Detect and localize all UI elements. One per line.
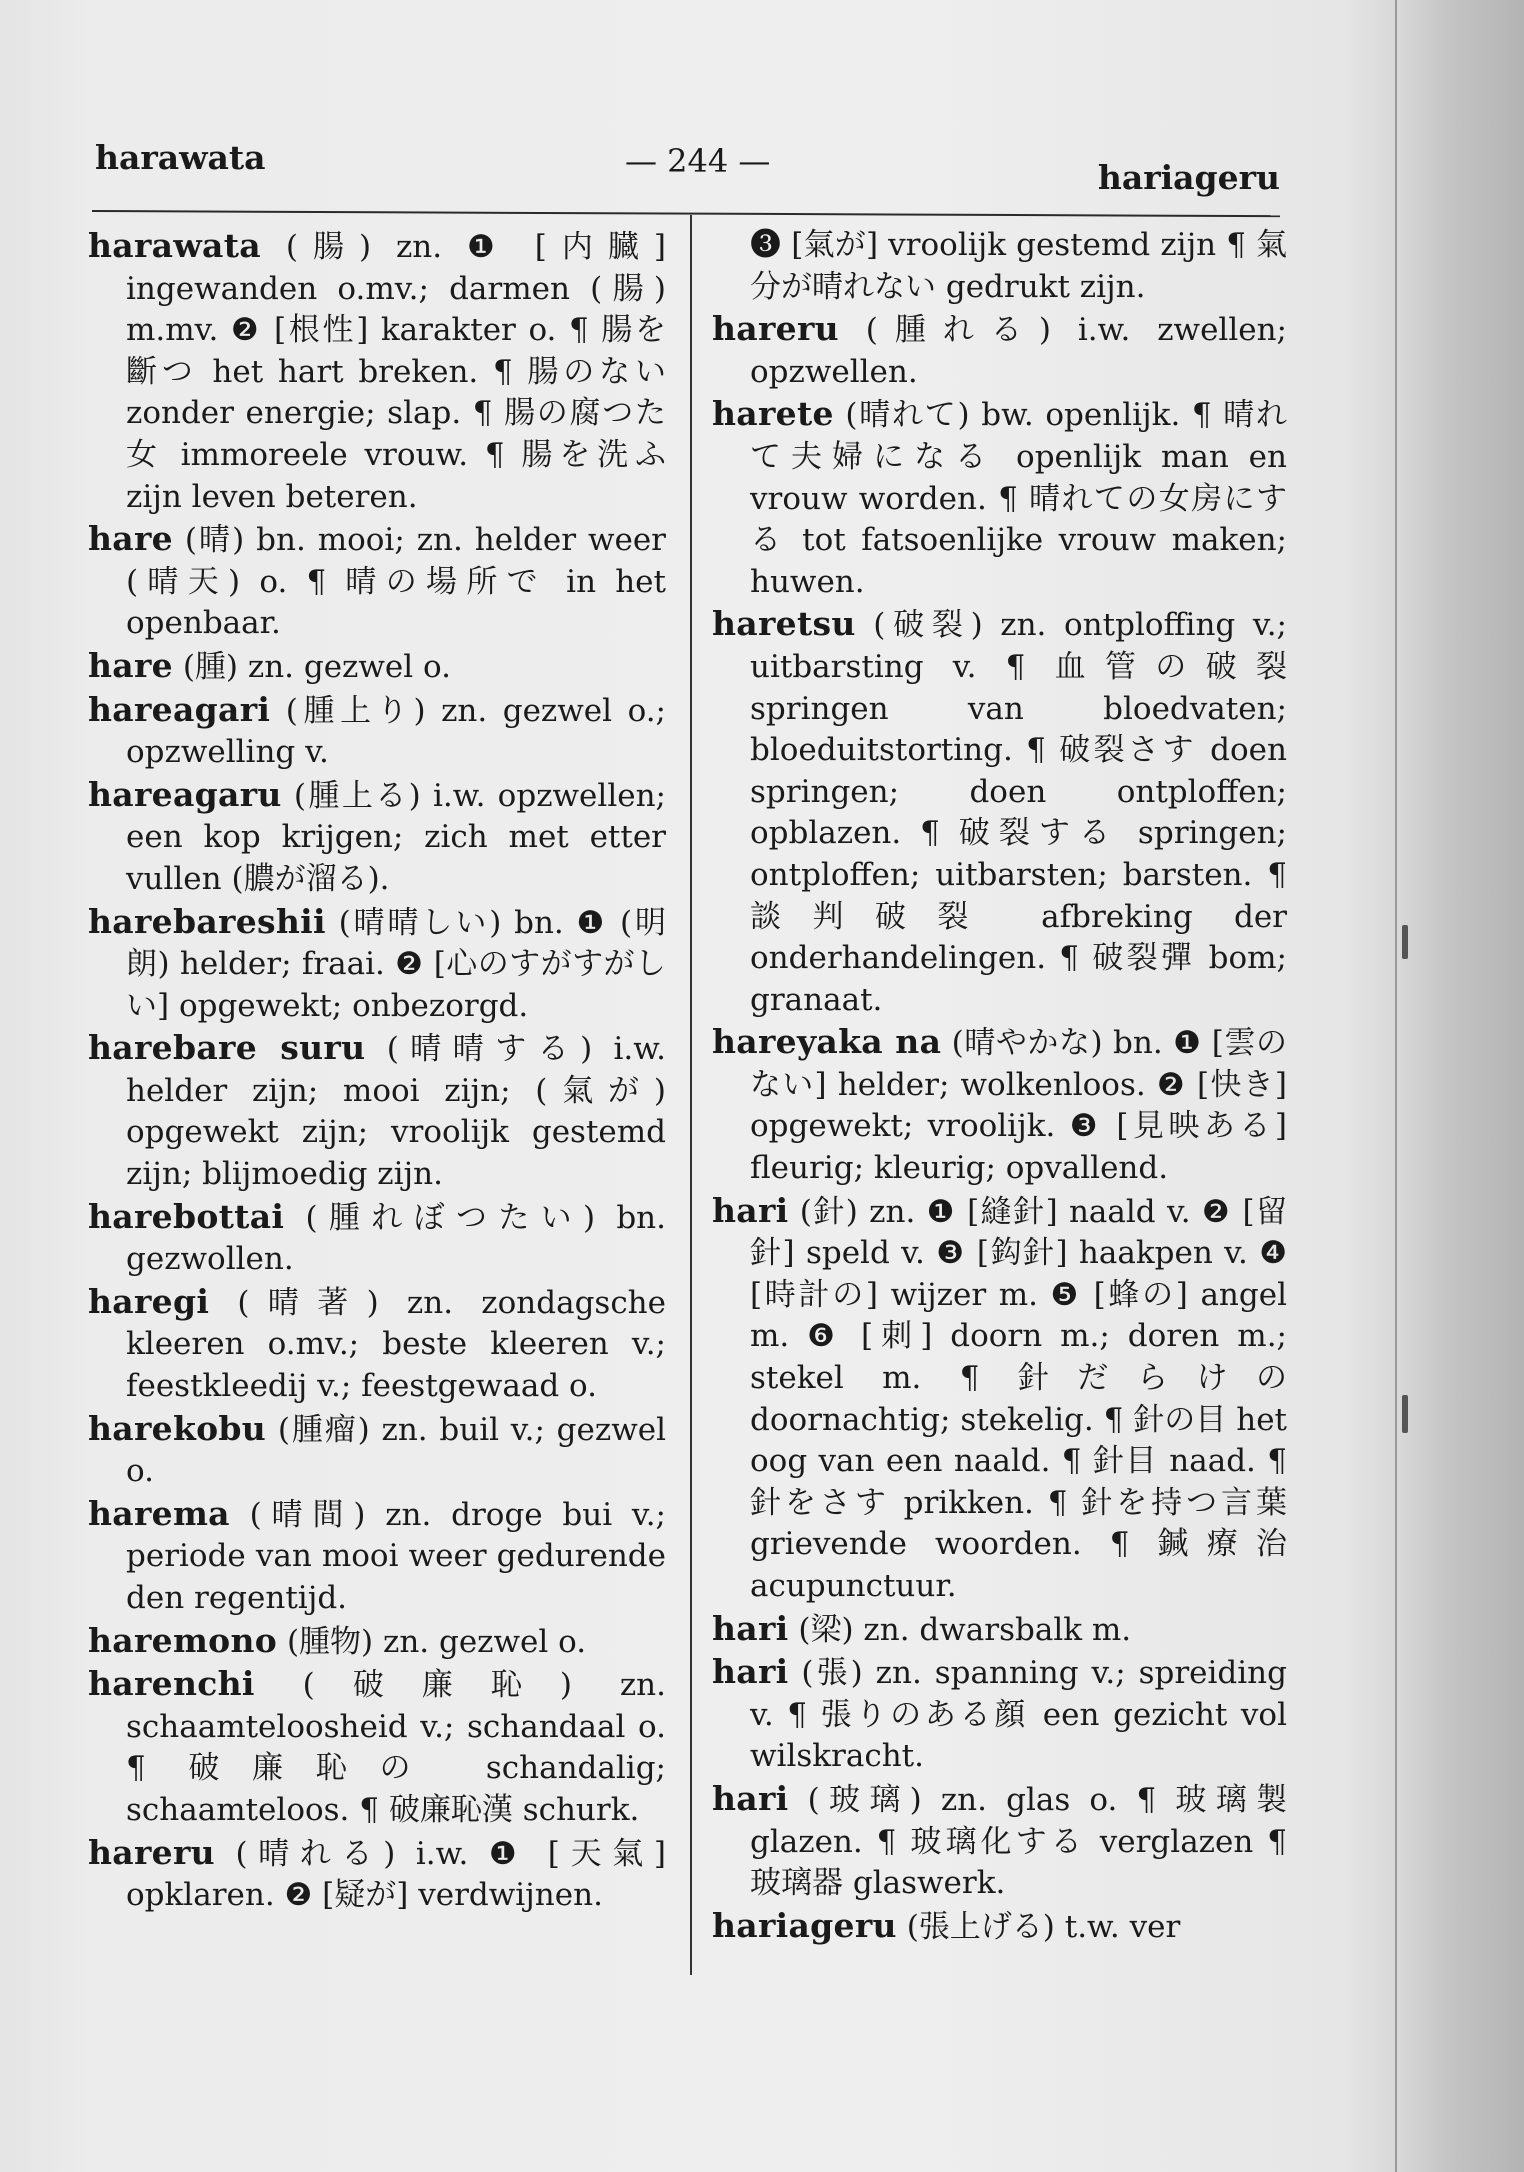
entry-definition: (晴著) zn. zondagsche kleeren o.mv.; beste kleeren v.; feestkleedij v.; feestgewaad o. (126, 1284, 666, 1405)
entry-definition: (腫れぼつたい) bn. gezwollen. (126, 1199, 666, 1278)
entry-headword: haremono (88, 1620, 278, 1660)
dictionary-entry (88, 225, 666, 518)
entry-headword: hare (88, 645, 173, 685)
entry-headword: harebare suru (88, 1028, 366, 1068)
entry-headword: harete (712, 394, 834, 434)
dictionary-entry (88, 1620, 666, 1664)
entry-definition: (梁) zn. dwarsbalk m. (788, 1611, 1132, 1648)
dictionary-entry (712, 1021, 1287, 1189)
entry-definition: (晴れる) i.w. ❶ [天氣] opklaren. ❷ [疑が] verdwijnen. (126, 1835, 666, 1914)
dictionary-entry (712, 1905, 1287, 1949)
page-number: — 244 — (625, 142, 771, 180)
entry-definition: (晴晴する) i.w. helder zijn; mooi zijn; (氣が) opgewekt zijn; vroolijk gestemd zijn; blijmoedig zijn. (126, 1031, 666, 1193)
entry-headword: hare (88, 519, 173, 559)
dictionary-entry (88, 645, 666, 689)
dictionary-entry (88, 1832, 666, 1917)
dictionary-entry (712, 1778, 1287, 1905)
entry-headword: hari (712, 1652, 789, 1692)
binding-stitch (1402, 925, 1408, 959)
entry-headword: hareyaka na (712, 1022, 942, 1062)
dictionary-entry (712, 1190, 1287, 1608)
entry-definition: (針) zn. ❶ [縫針] naald v. ❷ [留針] speld v. ❸ [鈎針] haakpen v. ❹ [時計の] wijzer m. ❺ [蜂の] angel m. ❻ [刺] doorn m.; doren m.; stekel m. ¶ 針だらけの doornachtig; stekelig. ¶ 針の目 het oog van een naald. ¶ 針目 naad. ¶ 針をさす prikken. ¶ 針を持つ言葉 grievende woorden. ¶ 鍼療治 acupunctuur. (750, 1193, 1287, 1604)
dictionary-entry (88, 774, 666, 901)
header-right-guideword: hariageru (1097, 158, 1280, 197)
entry-headword: harebareshii (88, 901, 326, 941)
dictionary-entry (712, 393, 1287, 603)
entry-definition: (玻璃) zn. glas o. ¶ 玻璃製 glazen. ¶ 玻璃化する verglazen ¶ 玻璃器 glaswerk. (750, 1781, 1287, 1902)
entry-definition: ❸ [氣が] vroolijk gestemd zijn ¶ 氣分が晴れない gedrukt zijn. (750, 227, 1287, 305)
entry-definition: (腫物) zn. gezwel o. (277, 1623, 587, 1660)
entry-definition: (晴間) zn. droge bui v.; periode van mooi weer gedurende den regentijd. (126, 1496, 666, 1616)
entry-definition: (破裂) zn. ontploffing v.; uitbarsting v. ¶ 血管の破裂 springen van bloedvaten; bloeduitstorting. ¶ 破裂さす doen springen; doen ontploffen; opblazen. ¶ 破裂する springen; ontploffen; uitbarsten; barsten. ¶ 談判破裂 afbreking der onderhandelingen. ¶ 破裂彈 bom; granaat. (750, 607, 1287, 1018)
dictionary-entry (88, 1027, 666, 1195)
entry-headword: hari (712, 1190, 789, 1230)
entry-definition: (腸) zn. ❶ [内臓] ingewanden o.mv.; darmen (腸) m.mv. ❷ [根性] karakter o. ¶ 腸を斷つ het hart breken. ¶ 腸のない zonder energie; slap. ¶ 腸の腐つた女 immoreele vrouw. ¶ 腸を洗ふ zijn leven beteren. (126, 229, 666, 515)
entry-headword: hareru (88, 1832, 215, 1872)
left-column (88, 225, 666, 1917)
entry-definition: (腫上る) i.w. opzwellen; een kop krijgen; zich met etter vullen (膿が溜る). (126, 777, 666, 897)
entry-headword: haregi (88, 1281, 210, 1321)
entry-definition: (晴やかな) bn. ❶ [雲のない] helder; wolkenloos. ❷ [快き] opgewekt; vroolijk. ❸ [見映ある] fleurig; kleurig; opvallend. (750, 1025, 1287, 1187)
entry-definition: (腫) zn. gezwel o. (172, 648, 452, 685)
header-left-guideword: harawata (95, 138, 266, 177)
entry-headword: harenchi (88, 1664, 255, 1704)
dictionary-entry (88, 1493, 666, 1620)
dictionary-entry (712, 1608, 1287, 1652)
right-column (712, 225, 1287, 1948)
dictionary-entry (88, 1663, 666, 1831)
entry-definition: (晴晴しい) bn. ❶ (明朗) helder; fraai. ❷ [心のすがすがしい] opgewekt; onbezorgd. (126, 904, 666, 1024)
entry-headword: harekobu (88, 1408, 267, 1448)
entry-headword: hariageru (712, 1905, 897, 1945)
entry-definition: (張上げる) t.w. ver (896, 1908, 1181, 1945)
dictionary-entry (712, 603, 1287, 1021)
binding-stitch (1402, 1395, 1408, 1433)
dictionary-entry (88, 689, 666, 774)
entry-definition: (晴) bn. mooi; zn. helder weer (晴天) o. ¶ 晴の場所で in het openbaar. (126, 522, 666, 642)
entry-headword: hareru (712, 309, 839, 349)
entry-definition: (張) zn. spanning v.; spreiding v. ¶ 張りのある顔 een gezicht vol wilskracht. (750, 1655, 1287, 1775)
entry-headword: harebottai (88, 1196, 285, 1236)
dictionary-entry (712, 225, 1287, 308)
column-divider (690, 215, 692, 1975)
entry-definition: (腫瘤) zn. buil v.; gezwel o. (126, 1411, 666, 1490)
entry-headword: haretsu (712, 604, 856, 644)
header-rule (92, 210, 1280, 217)
entry-headword: hari (712, 1778, 789, 1818)
dictionary-entry (88, 901, 666, 1028)
dictionary-entry (88, 518, 666, 645)
page-header (95, 132, 1280, 197)
dictionary-entry (88, 1196, 666, 1281)
entry-headword: harawata (88, 226, 261, 265)
dictionary-entry (712, 1651, 1287, 1778)
entry-definition: (晴れて) bw. openlijk. ¶ 晴れて夫婦になる openlijk man en vrouw worden. ¶ 晴れての女房にする tot fatsoenlijke vrouw maken; huwen. (750, 397, 1287, 600)
entry-definition: (腫上り) zn. gezwel o.; opzwelling v. (126, 692, 666, 771)
entry-headword: hari (712, 1608, 789, 1648)
entry-headword: hareagaru (88, 774, 282, 814)
dictionary-entry (88, 1281, 666, 1408)
entry-headword: harema (88, 1493, 230, 1533)
dictionary-entry (712, 308, 1287, 393)
entry-definition: (破廉恥) zn. schaamteloosheid v.; schandaal o. ¶ 破廉恥の schandalig; schaamteloos. ¶ 破廉恥漢 schurk. (126, 1667, 666, 1828)
dictionary-entry (88, 1408, 666, 1493)
entry-definition: (腫れる) i.w. zwellen; opzwellen. (750, 312, 1287, 390)
book-spine-edge (1395, 0, 1524, 2172)
entry-headword: hareagari (88, 689, 271, 729)
